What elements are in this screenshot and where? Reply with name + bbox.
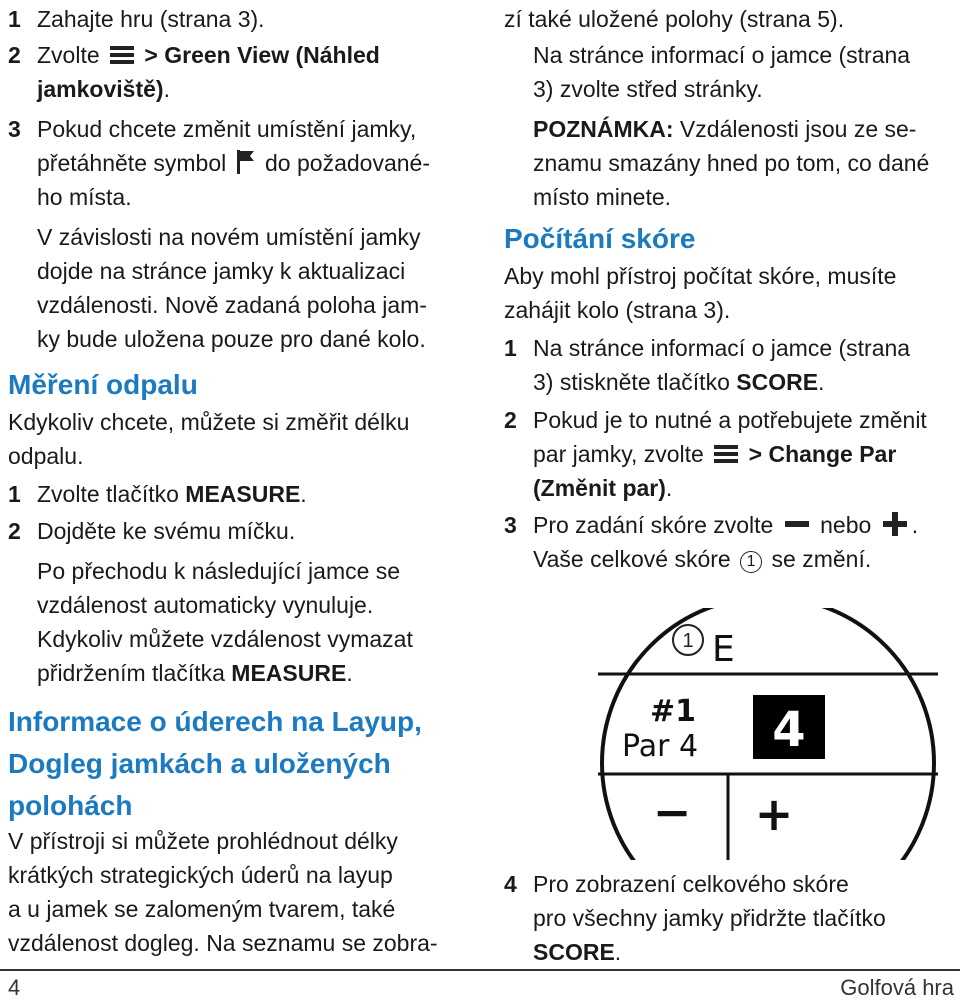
total-score-e: E [712, 629, 735, 670]
footer-rule [0, 969, 960, 971]
flag-icon [237, 149, 255, 173]
page-number: 4 [8, 975, 21, 1000]
watch-screen [598, 608, 938, 860]
score-key-label: SCORE [533, 939, 615, 965]
score-step-4: 4 Pro zobrazení celkového skóre pro všechny jamky přidržte tlačítko SCORE. [504, 871, 886, 965]
hole-info-instruction: Na stránce informací o jamce (strana 3) zvolte střed stránky. [533, 42, 911, 102]
score-step-1: 1 Na stránce informací o jamce (strana 3) stiskněte tlačítko SCORE. [504, 335, 911, 395]
note-label: POZNÁMKA: [533, 116, 674, 142]
minus-icon: − [652, 785, 692, 839]
heading-layup-dogleg: Informace o úderech na Layup, Dogleg jamkách a uložených polohách [8, 706, 422, 821]
measure-key-label: MEASURE [185, 481, 301, 507]
menu-icon [714, 439, 738, 459]
heading-scoring: Počítání skóre [504, 223, 696, 254]
layup-text: V přístroji si můžete prohlédnout délky krátkých strategických úderů na layup a u jamek se zalomeným tvarem, také vzdálenost dogleg. Na seznamu se zobra- [8, 828, 438, 956]
total-score-note: Vaše celkové skóre 1 se změní. [533, 546, 872, 572]
scoring-intro: Aby mohl přístroj počítat skóre, musíte zahájit kolo (strana 3). [504, 263, 897, 323]
note-paragraph: POZNÁMKA: Vzdálenosti jsou ze se- znamu smazány hned po tom, co dané místo minete. [533, 116, 930, 210]
plus-icon [882, 511, 908, 535]
measure-step-1: 1 Zvolte tlačítko MEASURE. [8, 481, 307, 507]
score-step-3: 3 Pro zadání skóre zvolte nebo . [504, 512, 919, 538]
step-3: 3 Pokud chcete změnit umístění jamky, přetáhněte symbol do požadované- ho místa. [8, 116, 430, 210]
score-step-2: 2 Pokud je to nutné a potřebujete změnit par jamky, zvolte > Change Par (Změnit par). [504, 407, 927, 501]
move-hole-note: V závislosti na novém umístění jamky dojde na stránce jamky k aktualizaci vzdálenosti. Nově zadaná poloha jam- ky bude uložena pouze pro dané kolo. [37, 224, 427, 352]
hole-score: 4 [772, 702, 806, 758]
step-1: 1 Zahajte hru (strana 3). [8, 6, 265, 32]
score-key-label: SCORE [736, 369, 819, 395]
hole-par: Par 4 [622, 729, 699, 764]
plus-icon: + [754, 787, 794, 841]
heading-measure-shot: Měření odpalu [8, 369, 198, 400]
measure-note: Po přechodu k následující jamce se vzdálenost automaticky vynuluje. Kdykoliv můžete vzdálenost vymazat přidržením tlačítka MEASURE. [37, 558, 413, 686]
hole-number: #1 [650, 694, 697, 729]
footer-section-title: Golfová hra [840, 975, 954, 1000]
minus-icon [784, 511, 810, 535]
layup-text-continued: zí také uložené polohy (strana 5). [504, 6, 845, 32]
menu-icon [110, 40, 134, 60]
measure-step-2: 2 Dojděte ke svému míčku. [8, 518, 296, 544]
step-2: 2 Zvolte > Green View (Náhled jamkoviště). [8, 42, 380, 102]
minus-button[interactable] [653, 785, 692, 839]
watch-scorecard-illustration [598, 608, 938, 860]
callout-1-label: 1 [682, 630, 694, 652]
plus-button[interactable] [755, 787, 794, 841]
callout-1-icon: 1 [740, 551, 762, 573]
measure-intro: Kdykoliv chcete, můžete si změřit délku odpalu. [8, 409, 410, 469]
